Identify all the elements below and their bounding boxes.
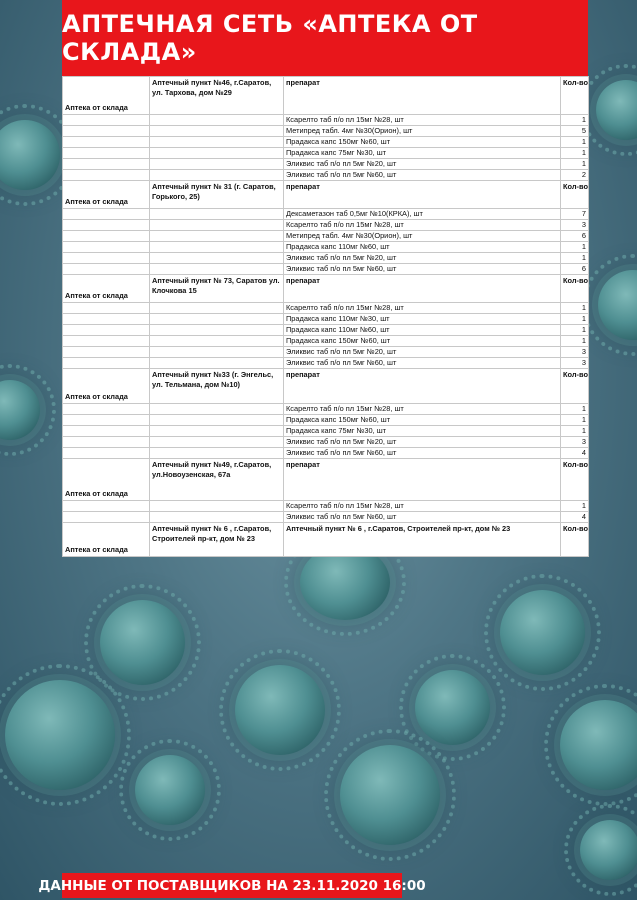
qty-cell: 1 (561, 415, 589, 426)
table-row (63, 415, 589, 426)
drug-column-header: препарат (284, 459, 561, 501)
virus-illustration (560, 700, 637, 790)
empty-cell (150, 336, 284, 347)
qty-cell: 1 (561, 336, 589, 347)
pharmacy-name-cell: Аптечный пункт №49, г.Саратов, ул.Новоузенская, 67а (150, 459, 284, 501)
empty-cell (63, 264, 150, 275)
virus-illustration (0, 380, 40, 440)
qty-cell: 3 (561, 358, 589, 369)
virus-illustration (415, 670, 490, 745)
pharmacy-header-row (63, 459, 589, 501)
pharmacy-name-cell: Аптечный пункт № 73, Саратов ул. Клочкова 15 (150, 275, 284, 303)
table-row (63, 358, 589, 369)
drug-name-cell: Эликвис таб п/о пл 5мг №60, шт (284, 448, 561, 459)
footer-banner: ДАННЫЕ ОТ ПОСТАВЩИКОВ НА 23.11.2020 16:00 (62, 873, 402, 898)
drug-name-cell: Прадакса капс 110мг №30, шт (284, 314, 561, 325)
drug-name-cell: Ксарелто таб п/о пл 15мг №28, шт (284, 220, 561, 231)
qty-cell: 1 (561, 159, 589, 170)
drug-name-cell: Эликвис таб п/о пл 5мг №60, шт (284, 264, 561, 275)
network-cell: Аптека от склада (63, 181, 150, 209)
drug-name-cell: Эликвис таб п/о пл 5мг №20, шт (284, 253, 561, 264)
table-row (63, 336, 589, 347)
empty-cell (150, 404, 284, 415)
table-row (63, 159, 589, 170)
table-row (63, 209, 589, 220)
drug-name-cell: Ксарелто таб п/о пл 15мг №28, шт (284, 501, 561, 512)
empty-cell (63, 426, 150, 437)
empty-cell (150, 253, 284, 264)
qty-cell: 7 (561, 209, 589, 220)
qty-cell: 2 (561, 170, 589, 181)
empty-cell (63, 126, 150, 137)
drug-name-cell: Ксарелто таб п/о пл 15мг №28, шт (284, 115, 561, 126)
drug-name-cell: Эликвис таб п/о пл 5мг №20, шт (284, 159, 561, 170)
virus-illustration (596, 80, 637, 140)
empty-cell (150, 137, 284, 148)
empty-cell (63, 512, 150, 523)
table-row (63, 126, 589, 137)
drug-column-header: препарат (284, 181, 561, 209)
drug-name-cell: Эликвис таб п/о пл 5мг №60, шт (284, 358, 561, 369)
qty-cell: 4 (561, 512, 589, 523)
empty-cell (150, 115, 284, 126)
table-row (63, 137, 589, 148)
empty-cell (150, 264, 284, 275)
table-row (63, 314, 589, 325)
qty-column-header: Кол-во (561, 523, 589, 557)
qty-cell: 1 (561, 426, 589, 437)
empty-cell (63, 231, 150, 242)
empty-cell (150, 126, 284, 137)
empty-cell (150, 170, 284, 181)
network-cell: Аптека от склада (63, 275, 150, 303)
empty-cell (150, 148, 284, 159)
drug-name-cell: Прадакса капс 150мг №60, шт (284, 336, 561, 347)
virus-illustration (580, 820, 637, 880)
pharmacy-header-row (63, 523, 589, 557)
qty-cell: 5 (561, 126, 589, 137)
network-cell: Аптека от склада (63, 369, 150, 404)
empty-cell (150, 303, 284, 314)
empty-cell (63, 159, 150, 170)
virus-illustration (500, 590, 585, 675)
table-row (63, 242, 589, 253)
drug-name-cell: Прадакса капс 75мг №30, шт (284, 148, 561, 159)
empty-cell (150, 437, 284, 448)
drug-name-cell: Ксарелто таб п/о пл 15мг №28, шт (284, 303, 561, 314)
qty-column-header: Кол-во (561, 459, 589, 501)
drug-name-cell: Дексаметазон таб 0,5мг №10(КРКА), шт (284, 209, 561, 220)
qty-cell: 1 (561, 404, 589, 415)
empty-cell (63, 415, 150, 426)
drug-name-cell: Прадакса капс 75мг №30, шт (284, 426, 561, 437)
empty-cell (63, 115, 150, 126)
empty-cell (63, 336, 150, 347)
qty-column-header: Кол-во (561, 181, 589, 209)
drug-name-cell: Эликвис таб п/о пл 5мг №20, шт (284, 437, 561, 448)
table-row (63, 347, 589, 358)
empty-cell (150, 159, 284, 170)
empty-cell (63, 209, 150, 220)
page-title: АПТЕЧНАЯ СЕТЬ «АПТЕКА ОТ СКЛАДА» (62, 0, 588, 76)
table-row (63, 115, 589, 126)
qty-column-header: Кол-во (561, 369, 589, 404)
empty-cell (150, 325, 284, 336)
qty-cell: 3 (561, 437, 589, 448)
qty-cell: 1 (561, 501, 589, 512)
virus-illustration (100, 600, 185, 685)
empty-cell (150, 448, 284, 459)
table-row (63, 220, 589, 231)
drug-column-header: препарат (284, 275, 561, 303)
table-row (63, 231, 589, 242)
virus-illustration (598, 270, 637, 340)
empty-cell (150, 314, 284, 325)
network-cell: Аптека от склада (63, 77, 150, 115)
drug-name-cell: Эликвис таб п/о пл 5мг №60, шт (284, 512, 561, 523)
empty-cell (150, 358, 284, 369)
empty-cell (63, 448, 150, 459)
empty-cell (150, 347, 284, 358)
pharmacy-header-row (63, 369, 589, 404)
empty-cell (63, 325, 150, 336)
drug-name-cell: Прадакса капс 150мг №60, шт (284, 137, 561, 148)
pharmacy-name-cell: Аптечный пункт № 6 , г.Саратов, Строителей пр-кт, дом № 23 (150, 523, 284, 557)
pharmacy-header-row (63, 77, 589, 115)
qty-cell: 4 (561, 448, 589, 459)
qty-cell: 3 (561, 347, 589, 358)
drug-column-header: препарат (284, 77, 561, 115)
table-row (63, 437, 589, 448)
empty-cell (150, 501, 284, 512)
drug-name-cell: Прадакса капс 110мг №60, шт (284, 242, 561, 253)
table-row (63, 303, 589, 314)
network-cell: Аптека от склада (63, 523, 150, 557)
virus-illustration (340, 745, 440, 845)
empty-cell (150, 242, 284, 253)
pharmacy-header-row (63, 181, 589, 209)
qty-cell: 1 (561, 314, 589, 325)
table-row (63, 170, 589, 181)
empty-cell (63, 253, 150, 264)
empty-cell (150, 512, 284, 523)
table-row (63, 325, 589, 336)
drug-column-header: препарат (284, 369, 561, 404)
qty-cell: 6 (561, 264, 589, 275)
virus-illustration (235, 665, 325, 755)
qty-cell: 6 (561, 231, 589, 242)
table-row (63, 512, 589, 523)
drug-name-cell: Метипред табл. 4мг №30(Орион), шт (284, 126, 561, 137)
qty-cell: 1 (561, 253, 589, 264)
pharmacy-name-cell: Аптечный пункт № 31 (г. Саратов, Горького, 25) (150, 181, 284, 209)
drug-name-cell: Прадакса капс 150мг №60, шт (284, 415, 561, 426)
table-row (63, 264, 589, 275)
virus-illustration (135, 755, 205, 825)
empty-cell (63, 404, 150, 415)
pharmacy-name-cell: Аптечный пункт №33 (г. Энгельс, ул. Тельмана, дом №10) (150, 369, 284, 404)
drug-name-cell: Прадакса капс 110мг №60, шт (284, 325, 561, 336)
drug-name-cell: Ксарелто таб п/о пл 15мг №28, шт (284, 404, 561, 415)
empty-cell (150, 426, 284, 437)
qty-column-header: Кол-во (561, 275, 589, 303)
qty-cell: 1 (561, 325, 589, 336)
empty-cell (63, 242, 150, 253)
drug-name-cell: Эликвис таб п/о пл 5мг №20, шт (284, 347, 561, 358)
empty-cell (63, 220, 150, 231)
virus-illustration (0, 120, 60, 190)
drug-name-cell: Метипред табл. 4мг №30(Орион), шт (284, 231, 561, 242)
empty-cell (150, 415, 284, 426)
qty-cell: 1 (561, 115, 589, 126)
empty-cell (63, 148, 150, 159)
empty-cell (63, 501, 150, 512)
qty-column-header: Кол-во (561, 77, 589, 115)
table-row (63, 404, 589, 415)
empty-cell (63, 347, 150, 358)
table-row (63, 426, 589, 437)
table-row (63, 253, 589, 264)
virus-illustration (5, 680, 115, 790)
pharmacy-name-cell: Аптечный пункт №46, г.Саратов, ул. Тархова, дом №29 (150, 77, 284, 115)
empty-cell (63, 314, 150, 325)
drug-column-header: Аптечный пункт № 6 , г.Саратов, Строителей пр-кт, дом № 23 (284, 523, 561, 557)
qty-cell: 1 (561, 137, 589, 148)
empty-cell (150, 231, 284, 242)
table-row (63, 448, 589, 459)
qty-cell: 1 (561, 148, 589, 159)
empty-cell (150, 220, 284, 231)
drug-name-cell: Эликвис таб п/о пл 5мг №60, шт (284, 170, 561, 181)
network-cell: Аптека от склада (63, 459, 150, 501)
empty-cell (63, 137, 150, 148)
pharmacy-header-row (63, 275, 589, 303)
qty-cell: 3 (561, 220, 589, 231)
qty-cell: 1 (561, 303, 589, 314)
empty-cell (63, 303, 150, 314)
empty-cell (63, 170, 150, 181)
table-row (63, 501, 589, 512)
table-row (63, 148, 589, 159)
empty-cell (63, 358, 150, 369)
empty-cell (63, 437, 150, 448)
stock-table (62, 76, 589, 557)
qty-cell: 1 (561, 242, 589, 253)
empty-cell (150, 209, 284, 220)
